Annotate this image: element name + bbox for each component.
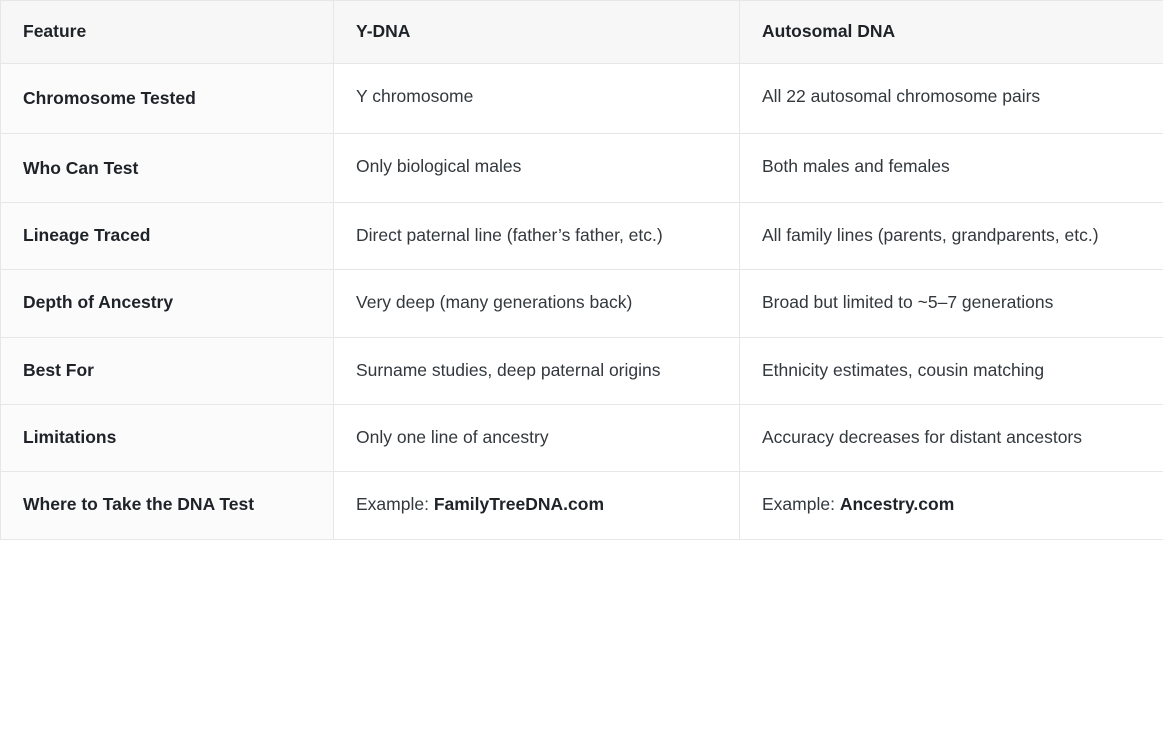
cell-ydna-limitations: Only one line of ancestry [334, 405, 740, 472]
cell-ydna-best-for: Surname studies, deep paternal origins [334, 337, 740, 404]
row-header-lineage-traced: Lineage Traced [1, 203, 334, 270]
column-header-autosomal-dna: Autosomal DNA [740, 1, 1163, 64]
row-header-who-can-test: Who Can Test [1, 133, 334, 202]
cell-autosomal-where-to-take-the-dna-test [740, 472, 1163, 539]
cell-ydna-chromosome-tested: Y chromosome [334, 64, 740, 133]
ydna-example-provider: FamilyTreeDNA.com [433, 494, 605, 515]
cell-autosomal-depth-of-ancestry: Broad but limited to ~5–7 generations [740, 270, 1163, 337]
cell-ydna-depth-of-ancestry: Very deep (many generations back) [334, 270, 740, 337]
table-row [1, 337, 1163, 404]
column-header-feature: Feature [1, 1, 334, 64]
cell-autosomal-best-for: Ethnicity estimates, cousin matching [740, 337, 1163, 404]
table-row [1, 472, 1163, 539]
cell-autosomal-limitations: Accuracy decreases for distant ancestors [740, 405, 1163, 472]
ydna-example-label: Example: [356, 494, 434, 515]
table-row [1, 133, 1163, 202]
cell-autosomal-who-can-test: Both males and females [740, 133, 1163, 202]
cell-ydna-where-to-take-the-dna-test [334, 472, 740, 539]
row-header-where-to-take-the-dna-test: Where to Take the DNA Test [1, 472, 334, 539]
table-header [1, 1, 1163, 64]
table-row [1, 64, 1163, 133]
table-row [1, 405, 1163, 472]
column-header-ydna: Y-DNA [334, 1, 740, 64]
autosomal-example-label: Example: [762, 494, 840, 515]
table-body [1, 64, 1163, 539]
cell-autosomal-chromosome-tested: All 22 autosomal chromosome pairs [740, 64, 1163, 133]
row-header-limitations: Limitations [1, 405, 334, 472]
autosomal-example-provider: Ancestry.com [839, 494, 955, 515]
row-header-depth-of-ancestry: Depth of Ancestry [1, 270, 334, 337]
cell-ydna-who-can-test: Only biological males [334, 133, 740, 202]
row-header-best-for: Best For [1, 337, 334, 404]
row-header-chromosome-tested: Chromosome Tested [1, 64, 334, 133]
cell-ydna-lineage-traced: Direct paternal line (father’s father, etc.) [334, 203, 740, 270]
cell-autosomal-lineage-traced: All family lines (parents, grandparents, etc.) [740, 203, 1163, 270]
table-row [1, 270, 1163, 337]
table-header-row [1, 1, 1163, 64]
table-row [1, 203, 1163, 270]
